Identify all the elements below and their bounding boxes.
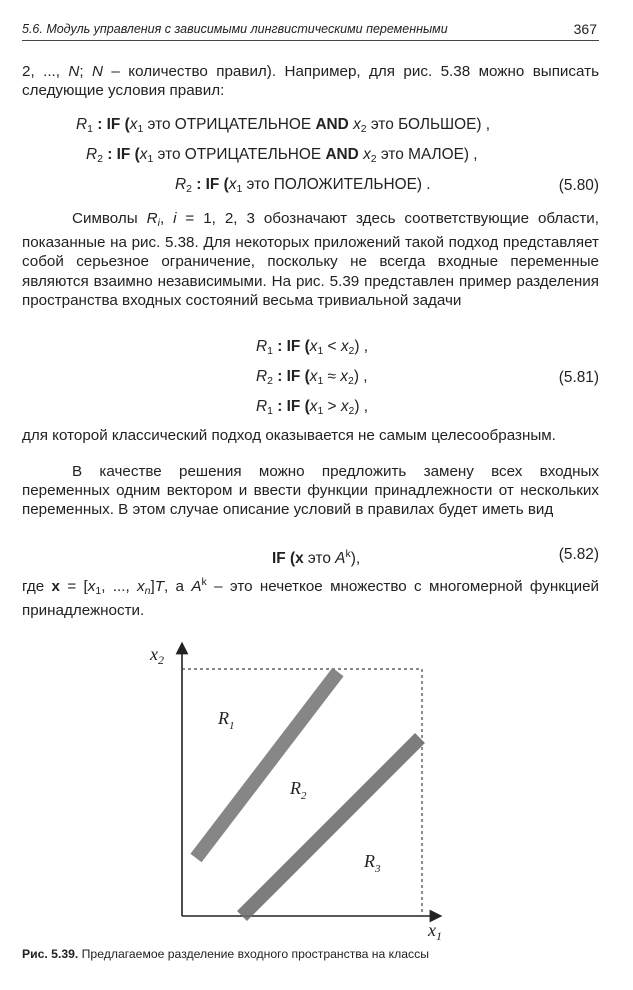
equation-number-5-82: (5.82) xyxy=(558,546,599,563)
equation-vector-rule: IF (x это $A^k$), xyxy=(272,548,361,567)
equation-number-5-81: (5.81) xyxy=(558,369,599,386)
paragraph-classic: для которой классический подход оказывается не самым целесообразным. xyxy=(22,427,556,444)
paragraph-solution: В качестве решения можно предложить замену всех входных переменных одним вектором и ввести функции принадлежности от нескольких переменных. В этом случае описание условий в правилах будет иметь вид xyxy=(22,463,599,519)
x-axis-label: $x_1$ xyxy=(428,920,442,940)
figure-caption xyxy=(22,947,429,961)
rule-gt: $R_1$ : IF $(x_1 > x_2)$ , xyxy=(256,398,369,417)
y-axis-label: $x_2$ xyxy=(150,644,164,667)
region-label-r2: $R_2$ xyxy=(290,778,307,802)
page-number: 367 xyxy=(573,21,597,37)
rule-approx: $R_2$ : IF $(x_1 \approx x_2)$ , xyxy=(256,368,368,387)
rule-lt: $R_1$ : IF $(x_1 < x_2)$ , xyxy=(256,338,369,357)
rule-1: $R_1$ : IF ($x_1$ это ОТРИЦАТЕЛЬНОЕ AND $x_2$ это БОЛЬШОЕ) , xyxy=(76,116,491,135)
paragraph-symbols: Символы $R_i$, i = 1, 2, 3 обозначают здесь соответствующие области, показанные на рис. 5.38. Для некоторых приложений такой подход представляет собой серьезное ограничение, поскольку не всегда входные переменные являются взаимно независимыми. На рис. 5.39 представлен пример разделения пространства входных состояний весьма тривиальной задачи xyxy=(22,210,599,309)
paragraph-where: где $x = [x_1$, ..., $x_n]T$, а $A^k$ – это нечеткое множество с многомерной функцией принадлежности. xyxy=(22,576,599,620)
rule-2: $R_2$ : IF ($x_1$ это ОТРИЦАТЕЛЬНОЕ AND $x_2$ это МАЛОЕ) , xyxy=(86,146,478,165)
equation-number-5-80: (5.80) xyxy=(558,177,599,194)
region-label-r3: $R_3$ xyxy=(364,851,381,875)
figure-input-space-partition xyxy=(130,640,450,940)
boundary-band-upper xyxy=(196,672,338,858)
figure-caption-text: Предлагаемое разделение входного пространства на классы xyxy=(78,947,429,961)
section-title: 5.6. Модуль управления с зависимыми лингвистическими переменными xyxy=(22,22,448,36)
region-label-r1: $R_1$ xyxy=(218,708,235,732)
paragraph-intro: 2, ..., N; N – количество правил). Например, для рис. 5.38 можно выписать следующие условия правил: xyxy=(22,63,599,100)
rule-3: $R_2$ : IF ($x_1$ это ПОЛОЖИТЕЛЬНОЕ) . xyxy=(175,176,431,195)
figure-caption-label: Рис. 5.39. xyxy=(22,947,79,961)
running-header xyxy=(22,20,599,41)
